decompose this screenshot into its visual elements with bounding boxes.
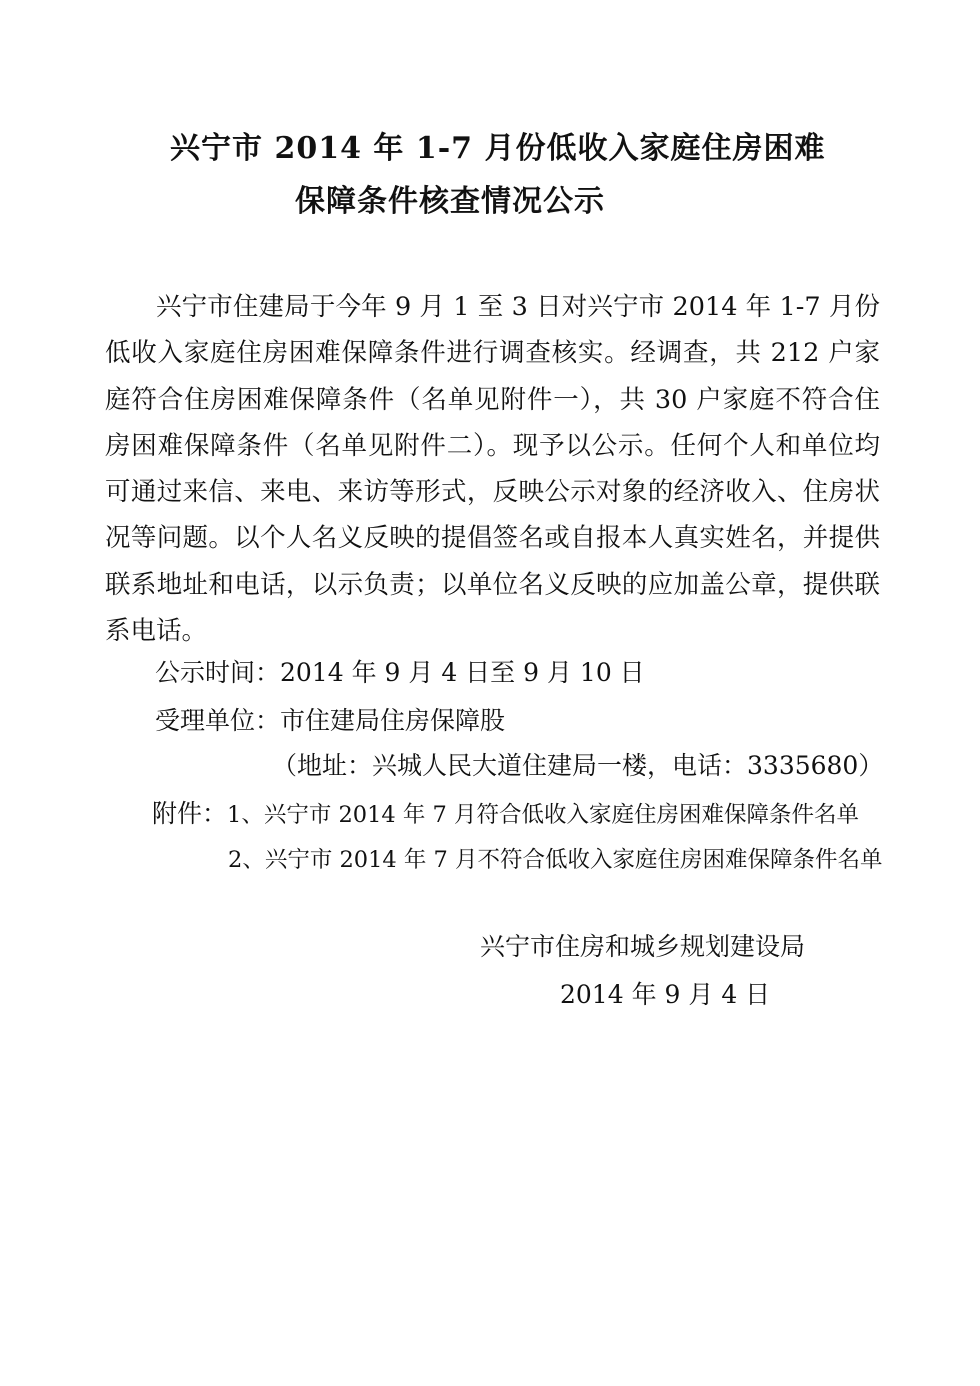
signature-date: 2014 年 9 月 4 日 — [560, 980, 771, 1009]
attachment-row-1 — [152, 794, 859, 830]
body-paragraph: 兴宁市住建局于今年 9 月 1 至 3 日对兴宁市 2014 年 1-7 月份低收入家庭住房困难保障条件进行调查核实。经调查，共 212 户家庭符合住房困难保障条件（名单见附件一），共 30 户家庭不符合住房困难保障条件（名单见附件二）。现予以公示。任何个人和单位均可通过来信、来电、来访等形式，反映公示对象的经济收入、住房状况等问题。以个人名义反映的提倡签名或自报本人真实姓名，并提供联系地址和电话，以示负责；以单位名义反映的应加盖公章，提供联系电话。 — [105, 292, 880, 647]
document-title-line-1: 兴宁市 2014 年 1-7 月份低收入家庭住房困难 — [170, 131, 826, 166]
attachment-item-1: 1、兴宁市 2014 年 7 月符合低收入家庭住房困难保障条件名单 — [227, 802, 860, 828]
attachment-label: 附件： — [152, 799, 228, 828]
attachment-item-2: 2、兴宁市 2014 年 7 月不符合低收入家庭住房困难保障条件名单 — [228, 847, 883, 873]
notice-time: 公示时间：2014 年 9 月 4 日至 9 月 10 日 — [155, 658, 645, 687]
notice-unit: 受理单位：市住建局住房保障股 — [155, 706, 506, 735]
signature-org: 兴宁市住房和城乡规划建设局 — [480, 932, 806, 961]
document-title-line-2: 保障条件核查情况公示 — [295, 184, 605, 219]
notice-address: （地址：兴城人民大道住建局一楼，电话：3335680） — [272, 751, 884, 780]
